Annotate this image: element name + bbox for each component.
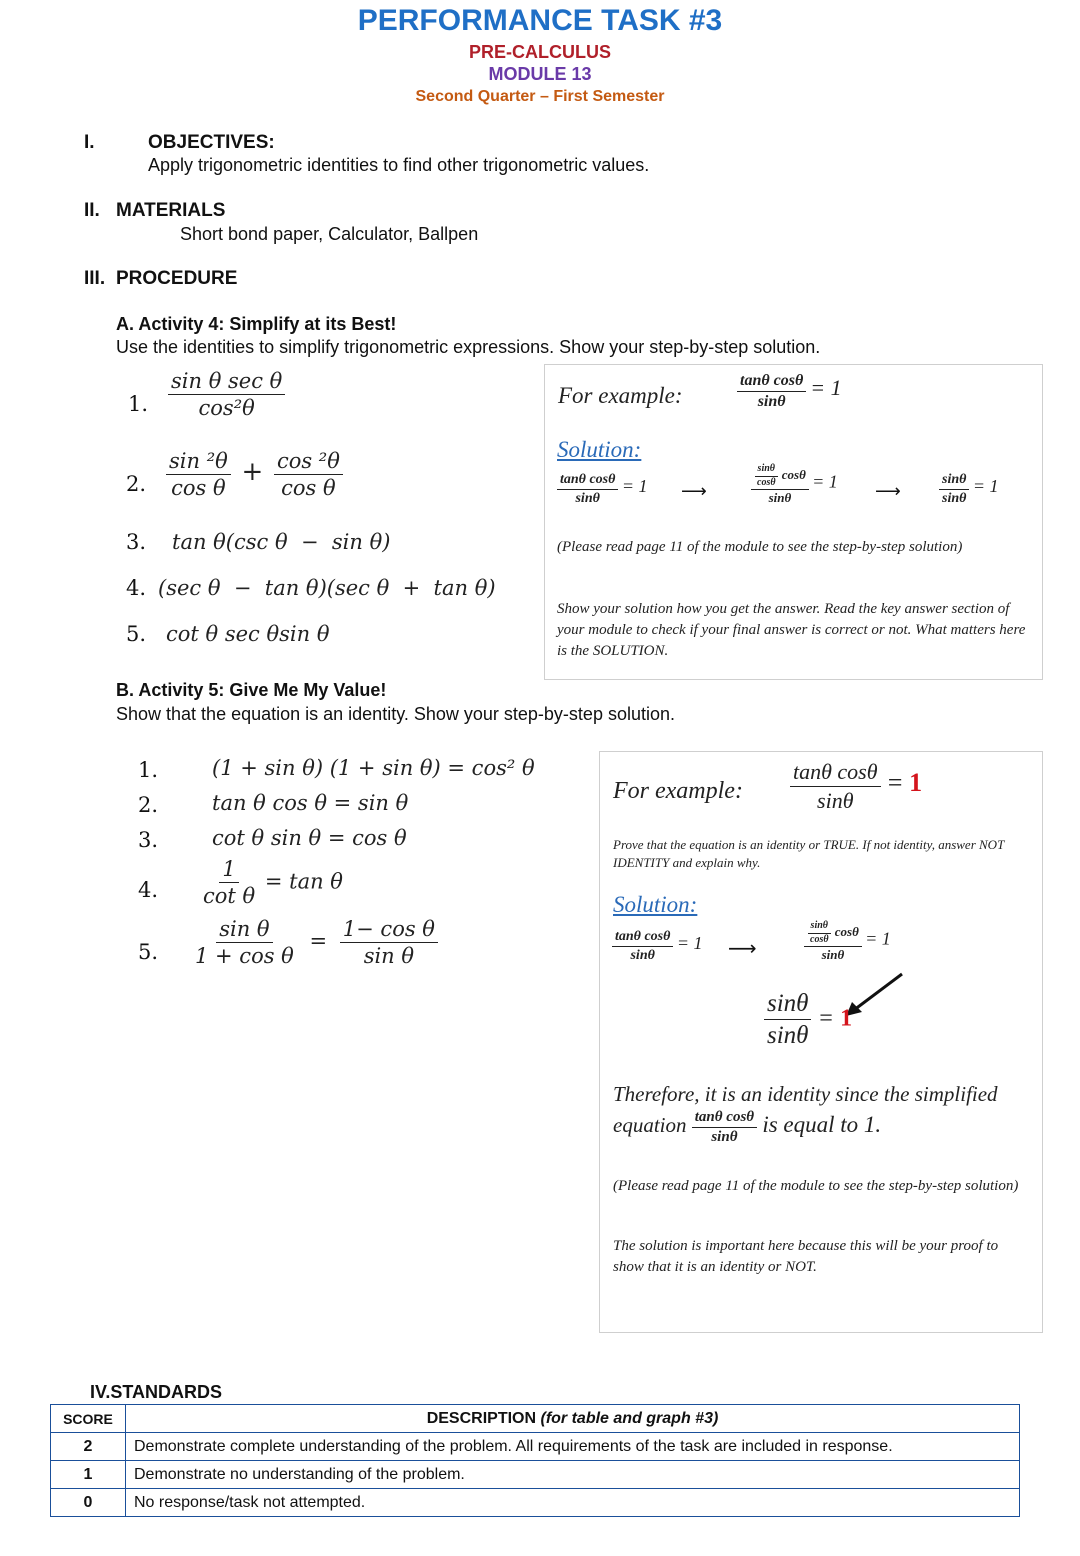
b4-num: 1 xyxy=(219,856,238,883)
activity-b-instruction: Show that the equation is an identity. Show your step-by-step solution. xyxy=(116,704,675,724)
b-ex-eq-value: 1 xyxy=(909,768,923,798)
description-column-header xyxy=(126,1405,1020,1433)
a-ex-den: sinθ xyxy=(757,393,786,410)
b4-den: cot θ xyxy=(203,884,256,909)
activity-b-example-box xyxy=(599,751,1043,1333)
b-prove-instruction: Prove that the equation is an identity or TRUE. If not identity, answer NOT IDENTITY and explain why. xyxy=(613,837,1005,870)
a-ex-num: tanθ cosθ xyxy=(737,371,806,392)
a-final-num: sinθ xyxy=(939,471,969,490)
b-inner-num: sinθ xyxy=(808,920,831,934)
a-solution-label: Solution: xyxy=(557,437,642,462)
b-ex-eq: = xyxy=(886,768,904,798)
description-cell: Demonstrate no understanding of the problem. xyxy=(126,1461,1020,1489)
b-therefore-line2 xyxy=(613,1108,881,1147)
materials-heading: MATERIALS xyxy=(116,200,226,221)
b5-r-num: 1− cos θ xyxy=(340,916,438,943)
b-therefore-line1: Therefore, it is an identity since the simplified xyxy=(613,1082,998,1106)
b-step-den: sinθ xyxy=(630,947,655,963)
a-arrow-2-icon: ⟶ xyxy=(875,481,901,502)
b-item-2-number: 2. xyxy=(138,793,159,817)
a-item-4-expression: (sec θ − tan θ)(sec θ + tan θ) xyxy=(158,576,496,600)
b-therefore-num: tanθ cosθ xyxy=(692,1108,757,1128)
standards-heading: IV.STANDARDS xyxy=(90,1382,223,1402)
standards-header-row xyxy=(51,1405,1020,1433)
b5-l-den: 1 + cos θ xyxy=(195,944,294,969)
a-arrow-1-icon: ⟶ xyxy=(681,481,707,502)
a-item-1-expression xyxy=(168,368,285,422)
b-final-den: sinθ xyxy=(767,1022,809,1050)
subject-title: PRE-CALCULUS xyxy=(469,42,611,62)
b-example-fraction xyxy=(790,758,922,814)
b-note-read-page: (Please read page 11 of the module to see the step-by-step solution) xyxy=(613,1178,1019,1194)
a2-den-b: cos θ xyxy=(281,476,336,501)
activity-b-heading: B. Activity 5: Give Me My Value! xyxy=(116,680,387,700)
a-ex-eq: = 1 xyxy=(810,375,842,401)
a-step-den: sinθ xyxy=(575,490,600,506)
a-inner-cos: cosθ xyxy=(781,466,806,482)
b-step-num: tanθ cosθ xyxy=(612,928,673,947)
a-note-read-page: (Please read page 11 of the module to see the step-by-step solution) xyxy=(557,539,963,555)
a-inner-den: cosθ xyxy=(757,476,776,488)
table-row xyxy=(51,1461,1020,1489)
a-final-den: sinθ xyxy=(942,490,967,506)
a-inner-num: sinθ xyxy=(755,463,778,477)
a-item-3-expression: tan θ(csc θ − sin θ) xyxy=(172,530,391,554)
b-item-3-expression: cot θ sin θ = cos θ xyxy=(212,826,407,850)
b-item-1-expression: (1 + sin θ) (1 + sin θ) = cos² θ xyxy=(212,756,535,780)
a-inner-den2: sinθ xyxy=(768,490,792,505)
b-inner-cos: cosθ xyxy=(834,923,859,939)
b-final-value: 1 xyxy=(840,1005,853,1032)
a2-den-a: cos θ xyxy=(171,476,226,501)
b5-r-den: sin θ xyxy=(363,944,415,969)
b-inner-eq: = 1 xyxy=(865,928,891,949)
a-final-eq: = 1 xyxy=(972,476,999,497)
objectives-text: Apply trigonometric identities to find other trigonometric values. xyxy=(148,155,650,175)
b5-eq: = xyxy=(309,929,328,954)
score-cell: 1 xyxy=(51,1461,126,1489)
procedure-heading: PROCEDURE xyxy=(116,268,238,289)
a-inner-eq: = 1 xyxy=(812,471,838,492)
a1-numerator: sin θ sec θ xyxy=(168,368,285,395)
description-header-text: DESCRIPTION xyxy=(426,1409,537,1427)
b-solution-label: Solution: xyxy=(613,892,698,917)
a-item-2-number: 2. xyxy=(126,472,147,496)
standards-table xyxy=(50,1404,1020,1517)
b-item-4-expression xyxy=(200,856,343,910)
b5-l-num: sin θ xyxy=(216,916,272,943)
a-solution-step3 xyxy=(939,471,999,507)
b-item-4-number: 4. xyxy=(138,878,159,902)
a2-num-b: cos ²θ xyxy=(274,448,343,475)
table-row xyxy=(51,1489,1020,1517)
b-item-5-number: 5. xyxy=(138,940,159,964)
activity-a-instruction: Use the identities to simplify trigonometric expressions. Show your step-by-step solution. xyxy=(116,337,821,357)
a-item-3-number: 3. xyxy=(126,530,147,554)
description-header-note: (for table and graph #3) xyxy=(540,1409,719,1427)
table-row xyxy=(51,1433,1020,1461)
a2-num-a: sin ²θ xyxy=(166,448,231,475)
b-example-label: For example: xyxy=(613,778,743,804)
a-step-eq: = 1 xyxy=(621,476,648,497)
a-item-2-expression xyxy=(166,448,343,502)
description-cell: No response/task not attempted. xyxy=(126,1489,1020,1517)
a1-denominator: cos²θ xyxy=(198,396,255,421)
b-step-eq: = 1 xyxy=(676,933,703,954)
objectives-number: I. xyxy=(84,132,95,153)
b-item-5-expression xyxy=(192,916,438,970)
b-item-1-number: 1. xyxy=(138,758,159,782)
activity-a-heading: A. Activity 4: Simplify at its Best! xyxy=(116,314,397,334)
page-title: PERFORMANCE TASK #3 xyxy=(357,4,723,37)
b-ex-num: tanθ cosθ xyxy=(790,758,881,787)
b-inner-den: cosθ xyxy=(810,933,829,945)
a-solution-step2 xyxy=(751,463,838,506)
a-note-show-solution: Show your solution how you get the answer. Read the key answer section of your module to check if your final answer is correct or not. What matters here is the SOLUTION. xyxy=(557,601,1026,659)
b-ex-den: sinθ xyxy=(817,787,854,813)
a2-operator: + xyxy=(241,457,264,488)
score-cell: 2 xyxy=(51,1433,126,1461)
a-item-1-number: 1. xyxy=(128,392,149,416)
b-item-2-expression: tan θ cos θ = sin θ xyxy=(212,791,409,815)
b-item-3-number: 3. xyxy=(138,828,159,852)
activity-a-example-box xyxy=(544,364,1043,680)
description-cell: Demonstrate complete understanding of the problem. All requirements of the task are included in response. xyxy=(126,1433,1020,1461)
b4-rhs: = tan θ xyxy=(264,869,343,894)
b-final-num: sinθ xyxy=(764,988,811,1020)
a-example-fraction xyxy=(737,371,842,412)
b-final-eq: = xyxy=(817,1005,834,1032)
a-solution-step1 xyxy=(557,471,648,507)
b-solution-step1 xyxy=(612,928,703,964)
b-therefore-post: is equal to 1. xyxy=(762,1112,882,1138)
b-inner-den2: sinθ xyxy=(821,947,845,962)
score-cell: 0 xyxy=(51,1489,126,1517)
a-item-5-expression: cot θ sec θsin θ xyxy=(166,622,330,646)
objectives-heading: OBJECTIVES: xyxy=(148,132,275,153)
b-solution-step3 xyxy=(764,988,852,1052)
procedure-number: III. xyxy=(84,268,106,289)
b-solution-step2 xyxy=(804,920,891,963)
score-column-header: SCORE xyxy=(51,1405,126,1433)
a-step-num: tanθ cosθ xyxy=(557,471,618,490)
materials-text: Short bond paper, Calculator, Ballpen xyxy=(180,224,479,244)
term-title: Second Quarter – First Semester xyxy=(415,88,665,105)
b-therefore-pre: equation xyxy=(613,1113,687,1138)
materials-number: II. xyxy=(84,200,100,221)
a-item-4-number: 4. xyxy=(126,576,147,600)
b-therefore-den: sinθ xyxy=(711,1128,738,1145)
b-note-solution-important: The solution is important here because this will be your proof to show that it is an identity or NOT. xyxy=(613,1238,999,1275)
module-title: MODULE 13 xyxy=(488,64,592,84)
a-example-label: For example: xyxy=(558,383,683,408)
a-item-5-number: 5. xyxy=(126,622,147,646)
b-arrow-right-icon: ⟶ xyxy=(728,936,757,960)
